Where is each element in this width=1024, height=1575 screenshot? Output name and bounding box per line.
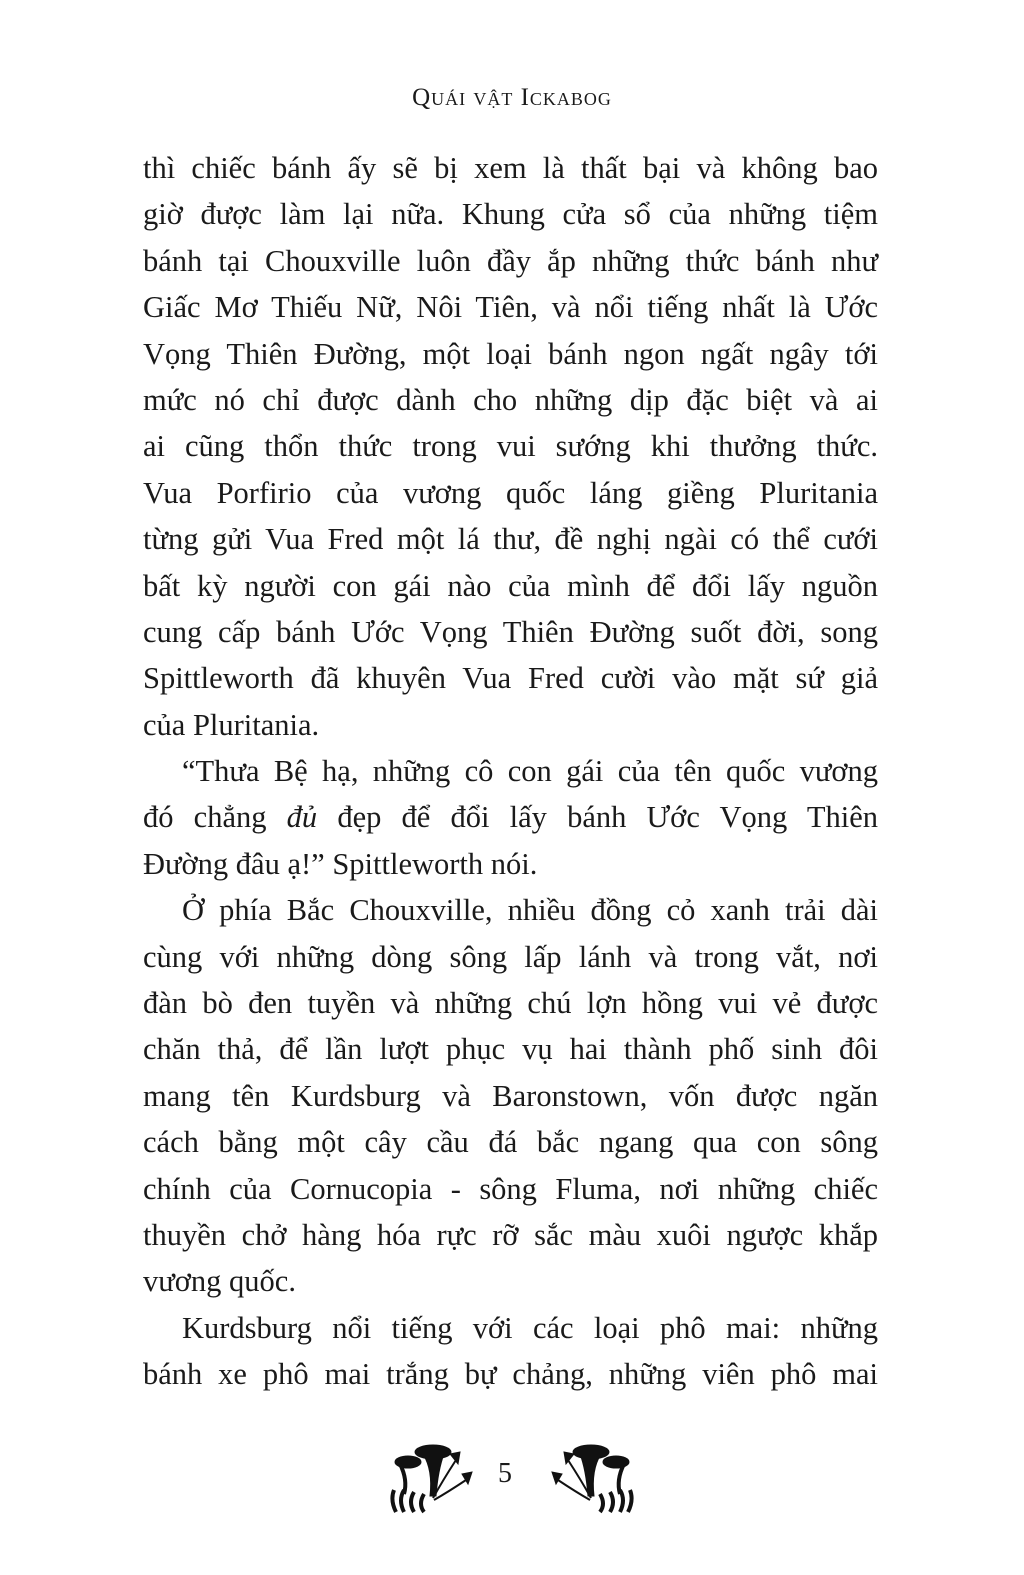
text-line: mức nó chỉ được dành cho những dịp đặc biệt và ai: [143, 382, 878, 417]
mushroom-ornament-right-icon: [536, 1440, 636, 1520]
text-line: [143, 794, 878, 840]
text-line: Đường đâu ạ!” Spittleworth nói.: [143, 846, 538, 881]
mushroom-ornament-left-icon: [388, 1440, 488, 1520]
text-line: từng gửi Vua Fred một lá thư, đề nghị ngài có thể cưới: [143, 522, 878, 557]
text-line: chăn thả, để lần lượt phục vụ hai thành phố sinh đôi: [143, 1032, 878, 1067]
text-line: ai cũng thổn thức trong vui sướng khi thưởng thức.: [143, 429, 878, 464]
text-line: thì chiếc bánh ấy sẽ bị xem là thất bại và không bao: [143, 151, 878, 185]
text-line: Giấc Mơ Thiếu Nữ, Nôi Tiên, và nổi tiếng nhất là Ước: [143, 290, 878, 325]
text-line: thuyền chở hàng hóa rực rỡ sắc màu xuôi ngược khắp: [143, 1217, 878, 1252]
text-line: Kurdsburg nổi tiếng với các loại phô mai: những: [182, 1310, 878, 1345]
text-line: Vọng Thiên Đường, một loại bánh ngon ngất ngây tới: [143, 336, 878, 371]
text-line: giờ được làm lại nữa. Khung cửa sổ của những tiệm: [143, 197, 878, 232]
text-line: đàn bò đen tuyền và những chú lợn hồng vui vẻ được: [143, 986, 878, 1021]
text-line: mang tên Kurdsburg và Baronstown, vốn được ngăn: [143, 1078, 878, 1113]
text-line: chính của Cornucopia - sông Fluma, nơi những chiếc: [143, 1171, 878, 1206]
body-text: [143, 145, 878, 1398]
text-line: bất kỳ người con gái nào của mình để đổi lấy nguồn: [143, 568, 878, 603]
text-segment: đẹp để đổi lấy bánh Ước Vọng Thiên: [317, 800, 879, 835]
page-footer: [0, 1440, 1024, 1520]
text-line: cùng với những dòng sông lấp lánh và trong vắt, nơi: [143, 939, 878, 974]
page-number: 5: [498, 1458, 512, 1489]
running-header: Quái vật Ickabog: [412, 84, 612, 111]
text-line: “Thưa Bệ hạ, những cô con gái của tên quốc vương: [182, 754, 878, 789]
text-line: Vua Porfirio của vương quốc láng giềng Pluritania: [143, 475, 878, 510]
text-line: của Pluritania.: [143, 707, 320, 742]
text-line: vương quốc.: [143, 1264, 296, 1299]
emphasized-word: đủ: [286, 800, 318, 835]
text-segment: đó chẳng: [143, 800, 287, 835]
text-line: cung cấp bánh Ước Vọng Thiên Đường suốt đời, song: [143, 614, 878, 649]
text-line: cách bằng một cây cầu đá bắc ngang qua con sông: [143, 1125, 878, 1160]
text-line: bánh tại Chouxville luôn đầy ắp những thức bánh như: [143, 243, 878, 278]
text-line: Ở phía Bắc Chouxville, nhiều đồng cỏ xanh trải dài: [182, 893, 878, 928]
text-line: Spittleworth đã khuyên Vua Fred cười vào mặt sứ giả: [143, 661, 878, 696]
text-line: bánh xe phô mai trắng bự chảng, những viên phô mai: [143, 1357, 878, 1392]
